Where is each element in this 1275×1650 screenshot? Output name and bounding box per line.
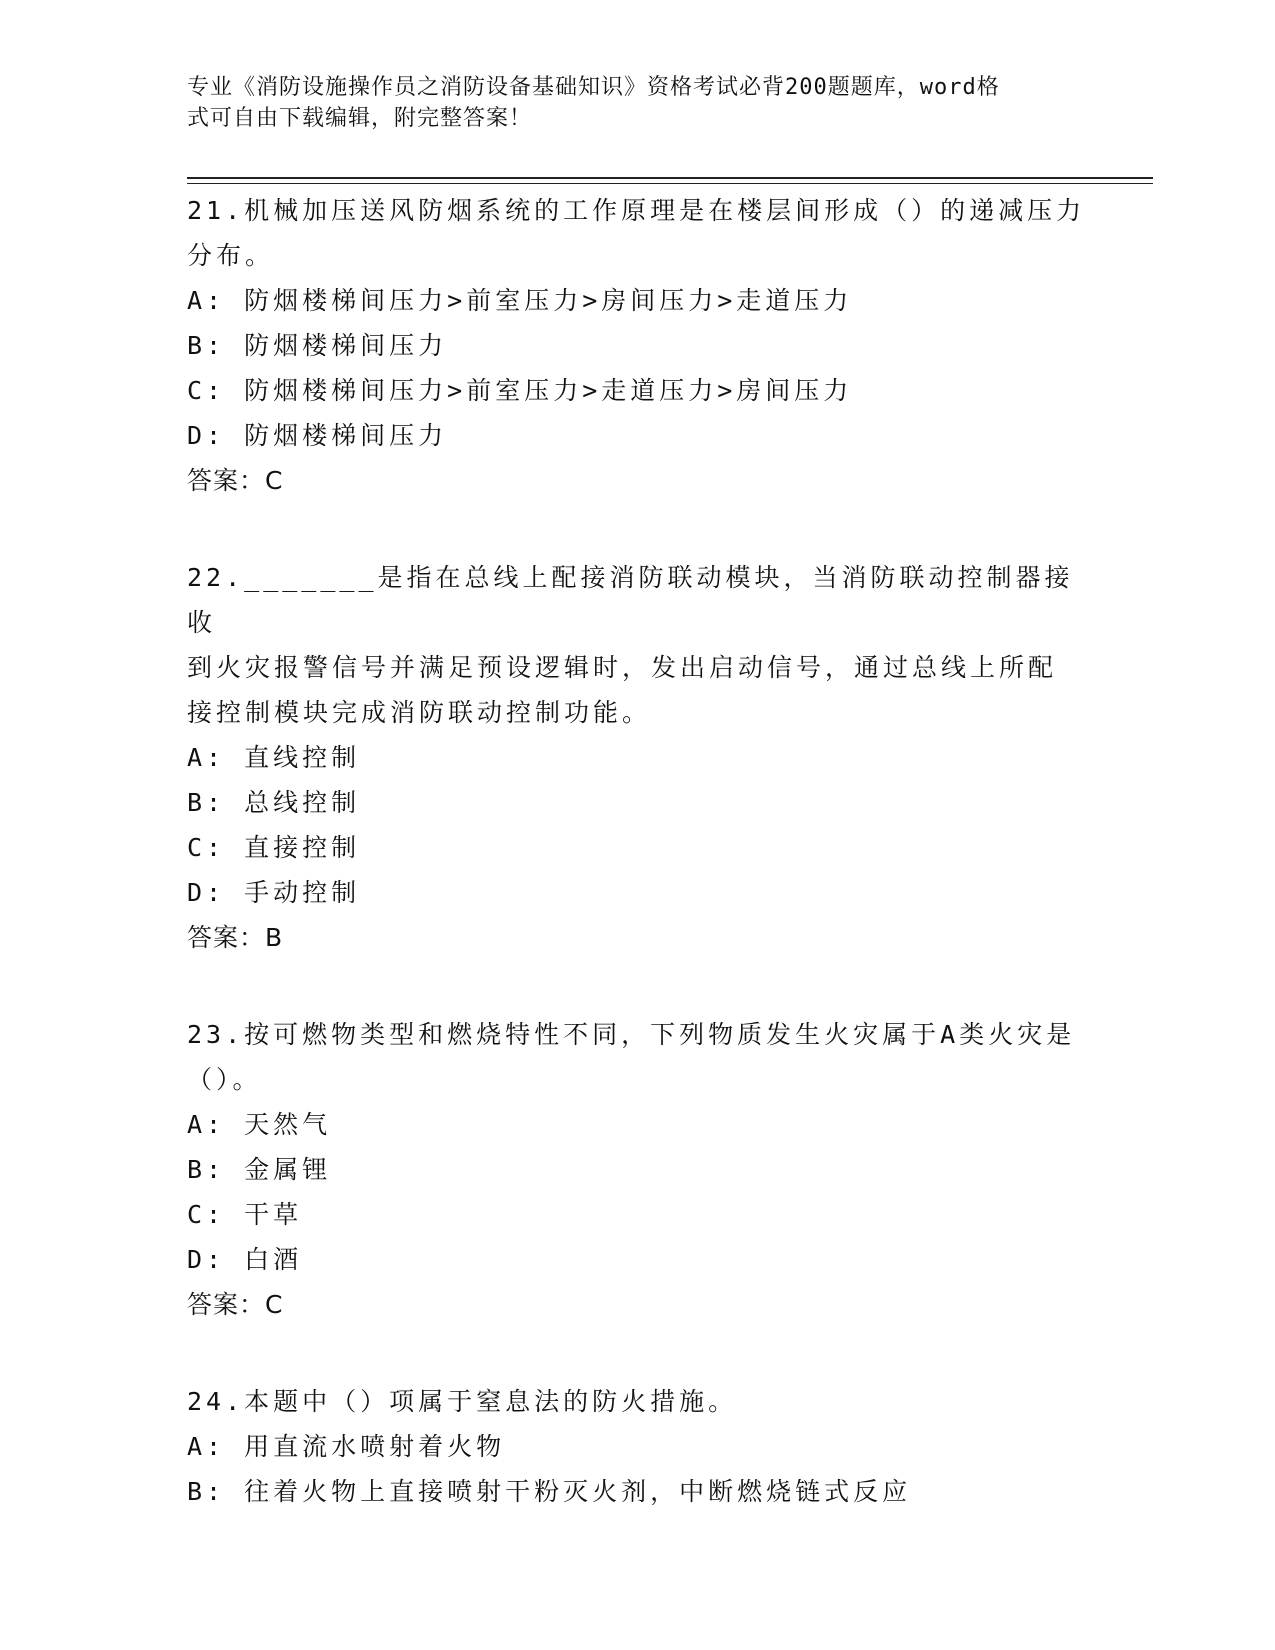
question-stem-line: 到火灾报警信号并满足预设逻辑时，发出启动信号，通过总线上所配 [187, 653, 1058, 682]
option-b: B: 金属锂 [187, 1155, 332, 1184]
question-stem-line: 23.按可燃物类型和燃烧特性不同，下列物质发生火灾属于A类火灾是 [187, 1020, 1076, 1049]
option-c: C: 防烟楼梯间压力>前室压力>走道压力>房间压力 [187, 376, 853, 405]
question-23 [187, 1012, 1087, 1327]
question-22 [187, 555, 1087, 960]
question-21 [187, 188, 1087, 503]
option-b: B: 总线控制 [187, 788, 361, 817]
question-stem-line: （）。 [187, 1065, 262, 1094]
option-d: D: 防烟楼梯间压力 [187, 421, 448, 450]
option-d: D: 白酒 [187, 1245, 303, 1274]
question-stem-line: 22._______是指在总线上配接消防联动模块，当消防联动控制器接收 [187, 563, 1074, 637]
option-a: A: 天然气 [187, 1110, 332, 1139]
header-line-1: 专业《消防设施操作员之消防设备基础知识》资格考试必背200题题库，word格 [187, 75, 1000, 100]
option-a: A: 直线控制 [187, 743, 361, 772]
question-stem-line: 接控制模块完成消防联动控制功能。 [187, 698, 652, 727]
option-d: D: 手动控制 [187, 878, 361, 907]
option-c: C: 直接控制 [187, 833, 361, 862]
question-list [187, 188, 1087, 1566]
option-c: C: 干草 [187, 1200, 303, 1229]
header-divider-thin [187, 183, 1153, 184]
answer: 答案：C [187, 466, 284, 495]
option-b: B: 往着火物上直接喷射干粉灭火剂，中断燃烧链式反应 [187, 1477, 912, 1506]
question-stem-line: 21.机械加压送风防烟系统的工作原理是在楼层间形成（）的递减压力 [187, 196, 1086, 225]
header-divider-thick [187, 177, 1153, 179]
answer: 答案：C [187, 1290, 284, 1319]
question-stem-line: 分布。 [187, 241, 275, 270]
header-line-2: 式可自由下载编辑，附完整答案！ [187, 106, 533, 131]
answer: 答案：B [187, 923, 284, 952]
document-header [187, 72, 1067, 134]
option-a: A: 用直流水喷射着火物 [187, 1432, 506, 1461]
question-stem-line: 24.本题中（）项属于窒息法的防火措施。 [187, 1387, 738, 1416]
option-a: A: 防烟楼梯间压力>前室压力>房间压力>走道压力 [187, 286, 853, 315]
question-24 [187, 1379, 1087, 1514]
option-b: B: 防烟楼梯间压力 [187, 331, 448, 360]
